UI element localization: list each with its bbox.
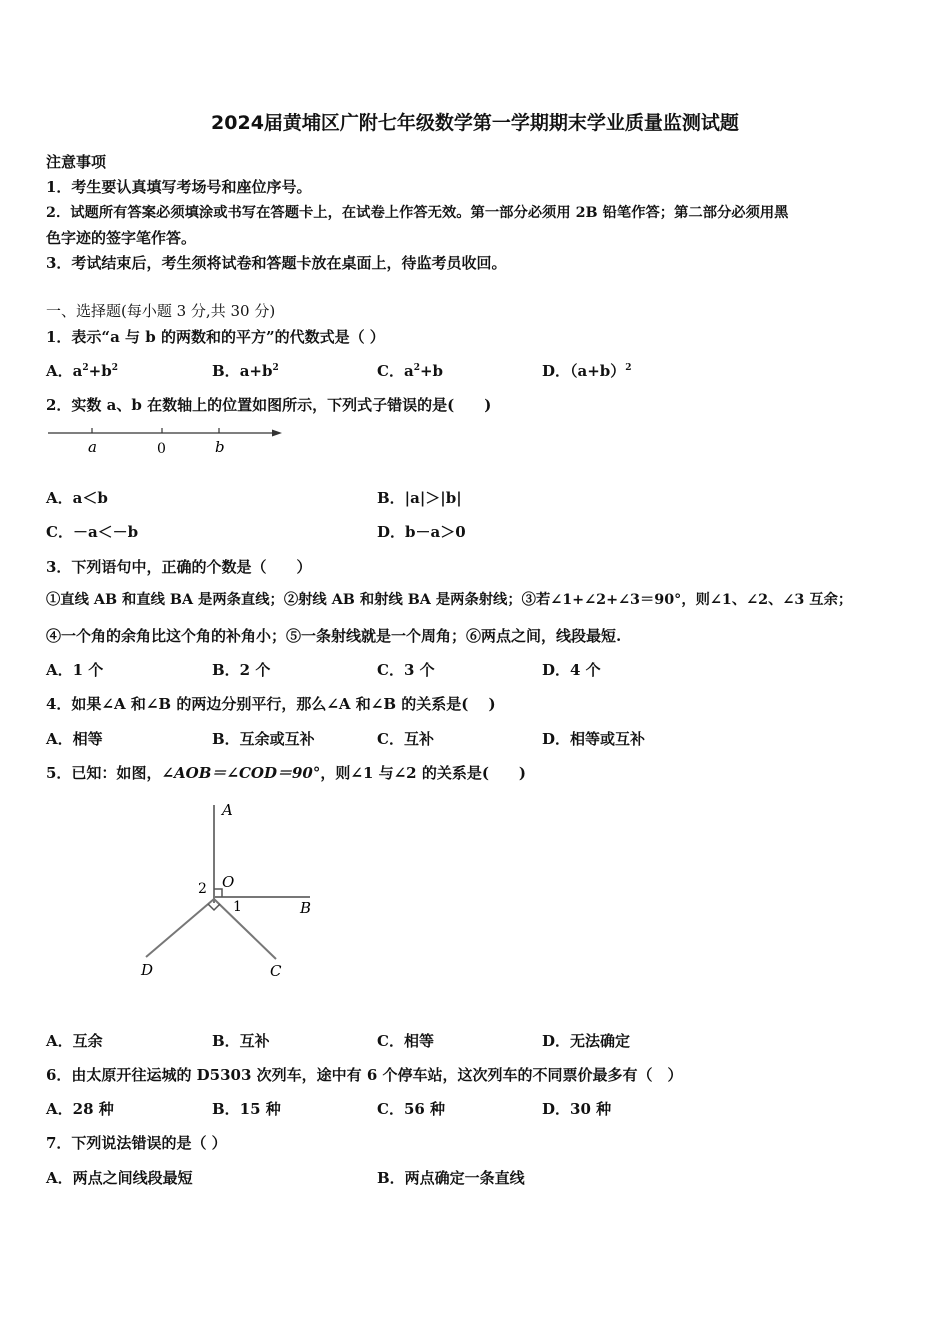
section-heading: 一、选择题(每小题 3 分,共 30 分) [46, 302, 276, 320]
q6-option-a: A．28 种 [46, 1100, 114, 1118]
q2-option-b: B．|a|＞|b| [377, 489, 462, 507]
notice-heading: 注意事项 [46, 153, 107, 171]
q3-option-b: B．2 个 [212, 661, 271, 679]
label-point-d: D [141, 961, 154, 979]
q5-option-d: D．无法确定 [542, 1032, 631, 1050]
q3-stem: 3．下列语句中，正确的个数是（ ） [46, 558, 312, 576]
right-angle-mark-cod [208, 904, 220, 910]
q4-option-a: A．相等 [46, 730, 103, 748]
number-line-figure [46, 420, 286, 460]
q3-option-a: A．1 个 [46, 661, 104, 679]
ray-oc [214, 899, 276, 959]
notice-item-3: 3．考试结束后，考生须将试卷和答题卡放在桌面上，待监考员收回。 [46, 254, 507, 272]
q6-option-d: D．30 种 [542, 1100, 612, 1118]
q2-option-a: A．a＜b [46, 489, 108, 507]
q1-option-c: C．$a^2+b$ [377, 362, 444, 380]
q4-option-b: B．互余或互补 [212, 730, 315, 748]
right-angle-mark-aob [214, 889, 222, 897]
label-b: b [215, 438, 225, 456]
q5-stem: 5．已知：如图，∠AOB＝∠COD＝90°，则∠1 与∠2 的关系是( ) [46, 764, 527, 782]
label-zero: 0 [157, 441, 166, 457]
q2-option-c: C．－a＜－b [46, 523, 139, 541]
q3-option-c: C．3 个 [377, 661, 435, 679]
label-angle-1: 1 [233, 899, 242, 915]
q6-option-c: C．56 种 [377, 1100, 446, 1118]
q5-option-c: C．相等 [377, 1032, 434, 1050]
q2-option-d: D．b－a＞0 [377, 523, 466, 541]
angle-figure [130, 795, 330, 985]
q1-option-a: A．$a^2+b^2$ [46, 362, 118, 380]
q7-option-b: B．两点确定一条直线 [377, 1169, 525, 1187]
q3-statements-line-1: ①直线 AB 和直线 BA 是两条直线；②射线 AB 和射线 BA 是两条射线；③若∠1+∠2+∠3＝90°，则∠1、∠2、∠3 互余； [46, 592, 853, 608]
q4-option-d: D．相等或互补 [542, 730, 646, 748]
q4-option-c: C．互补 [377, 730, 434, 748]
label-angle-2: 2 [198, 881, 207, 897]
q1-option-b: B．$a+b^2$ [212, 362, 279, 380]
label-point-o: O [222, 873, 235, 891]
notice-item-2-line-1: 2．试题所有答案必须填涂或书写在答题卡上，在试卷上作答无效。第一部分必须用 2B 铅笔作答；第二部分必须用黑 [46, 205, 789, 221]
label-point-c: C [270, 962, 282, 980]
q4-stem: 4．如果∠A 和∠B 的两边分别平行，那么∠A 和∠B 的关系是( ) [46, 695, 496, 713]
label-point-b: B [300, 899, 312, 917]
q3-statements-line-2: ④一个角的余角比这个角的补角小；⑤一条射线就是一个周角；⑥两点之间，线段最短. [46, 627, 622, 645]
q1-option-d: D．$(a+b)^2$ [542, 362, 632, 380]
notice-item-2-line-2: 色字迹的签字笔作答。 [46, 229, 197, 247]
notice-item-1: 1．考生要认真填写考场号和座位序号。 [46, 178, 312, 196]
q1-stem: 1．表示“a 与 b 的两数和的平方”的代数式是（ ） [46, 328, 385, 346]
label-point-a: A [222, 801, 233, 819]
page-title: 2024届黄埔区广附七年级数学第一学期期末学业质量监测试题 [211, 112, 739, 134]
q5-option-a: A．互余 [46, 1032, 103, 1050]
q5-option-b: B．互补 [212, 1032, 270, 1050]
q2-stem: 2．实数 a、b 在数轴上的位置如图所示，下列式子错误的是( ) [46, 396, 492, 414]
q7-option-a: A．两点之间线段最短 [46, 1169, 193, 1187]
number-line-arrow [272, 430, 282, 437]
ray-od [146, 899, 214, 957]
q6-stem: 6．由太原开往运城的 D5303 次列车，途中有 6 个停车站，这次列车的不同票价最多有（ ） [46, 1066, 683, 1084]
q3-option-d: D．4 个 [542, 661, 601, 679]
q7-stem: 7．下列说法错误的是（ ） [46, 1134, 227, 1152]
label-a: a [88, 438, 97, 456]
q6-option-b: B．15 种 [212, 1100, 281, 1118]
